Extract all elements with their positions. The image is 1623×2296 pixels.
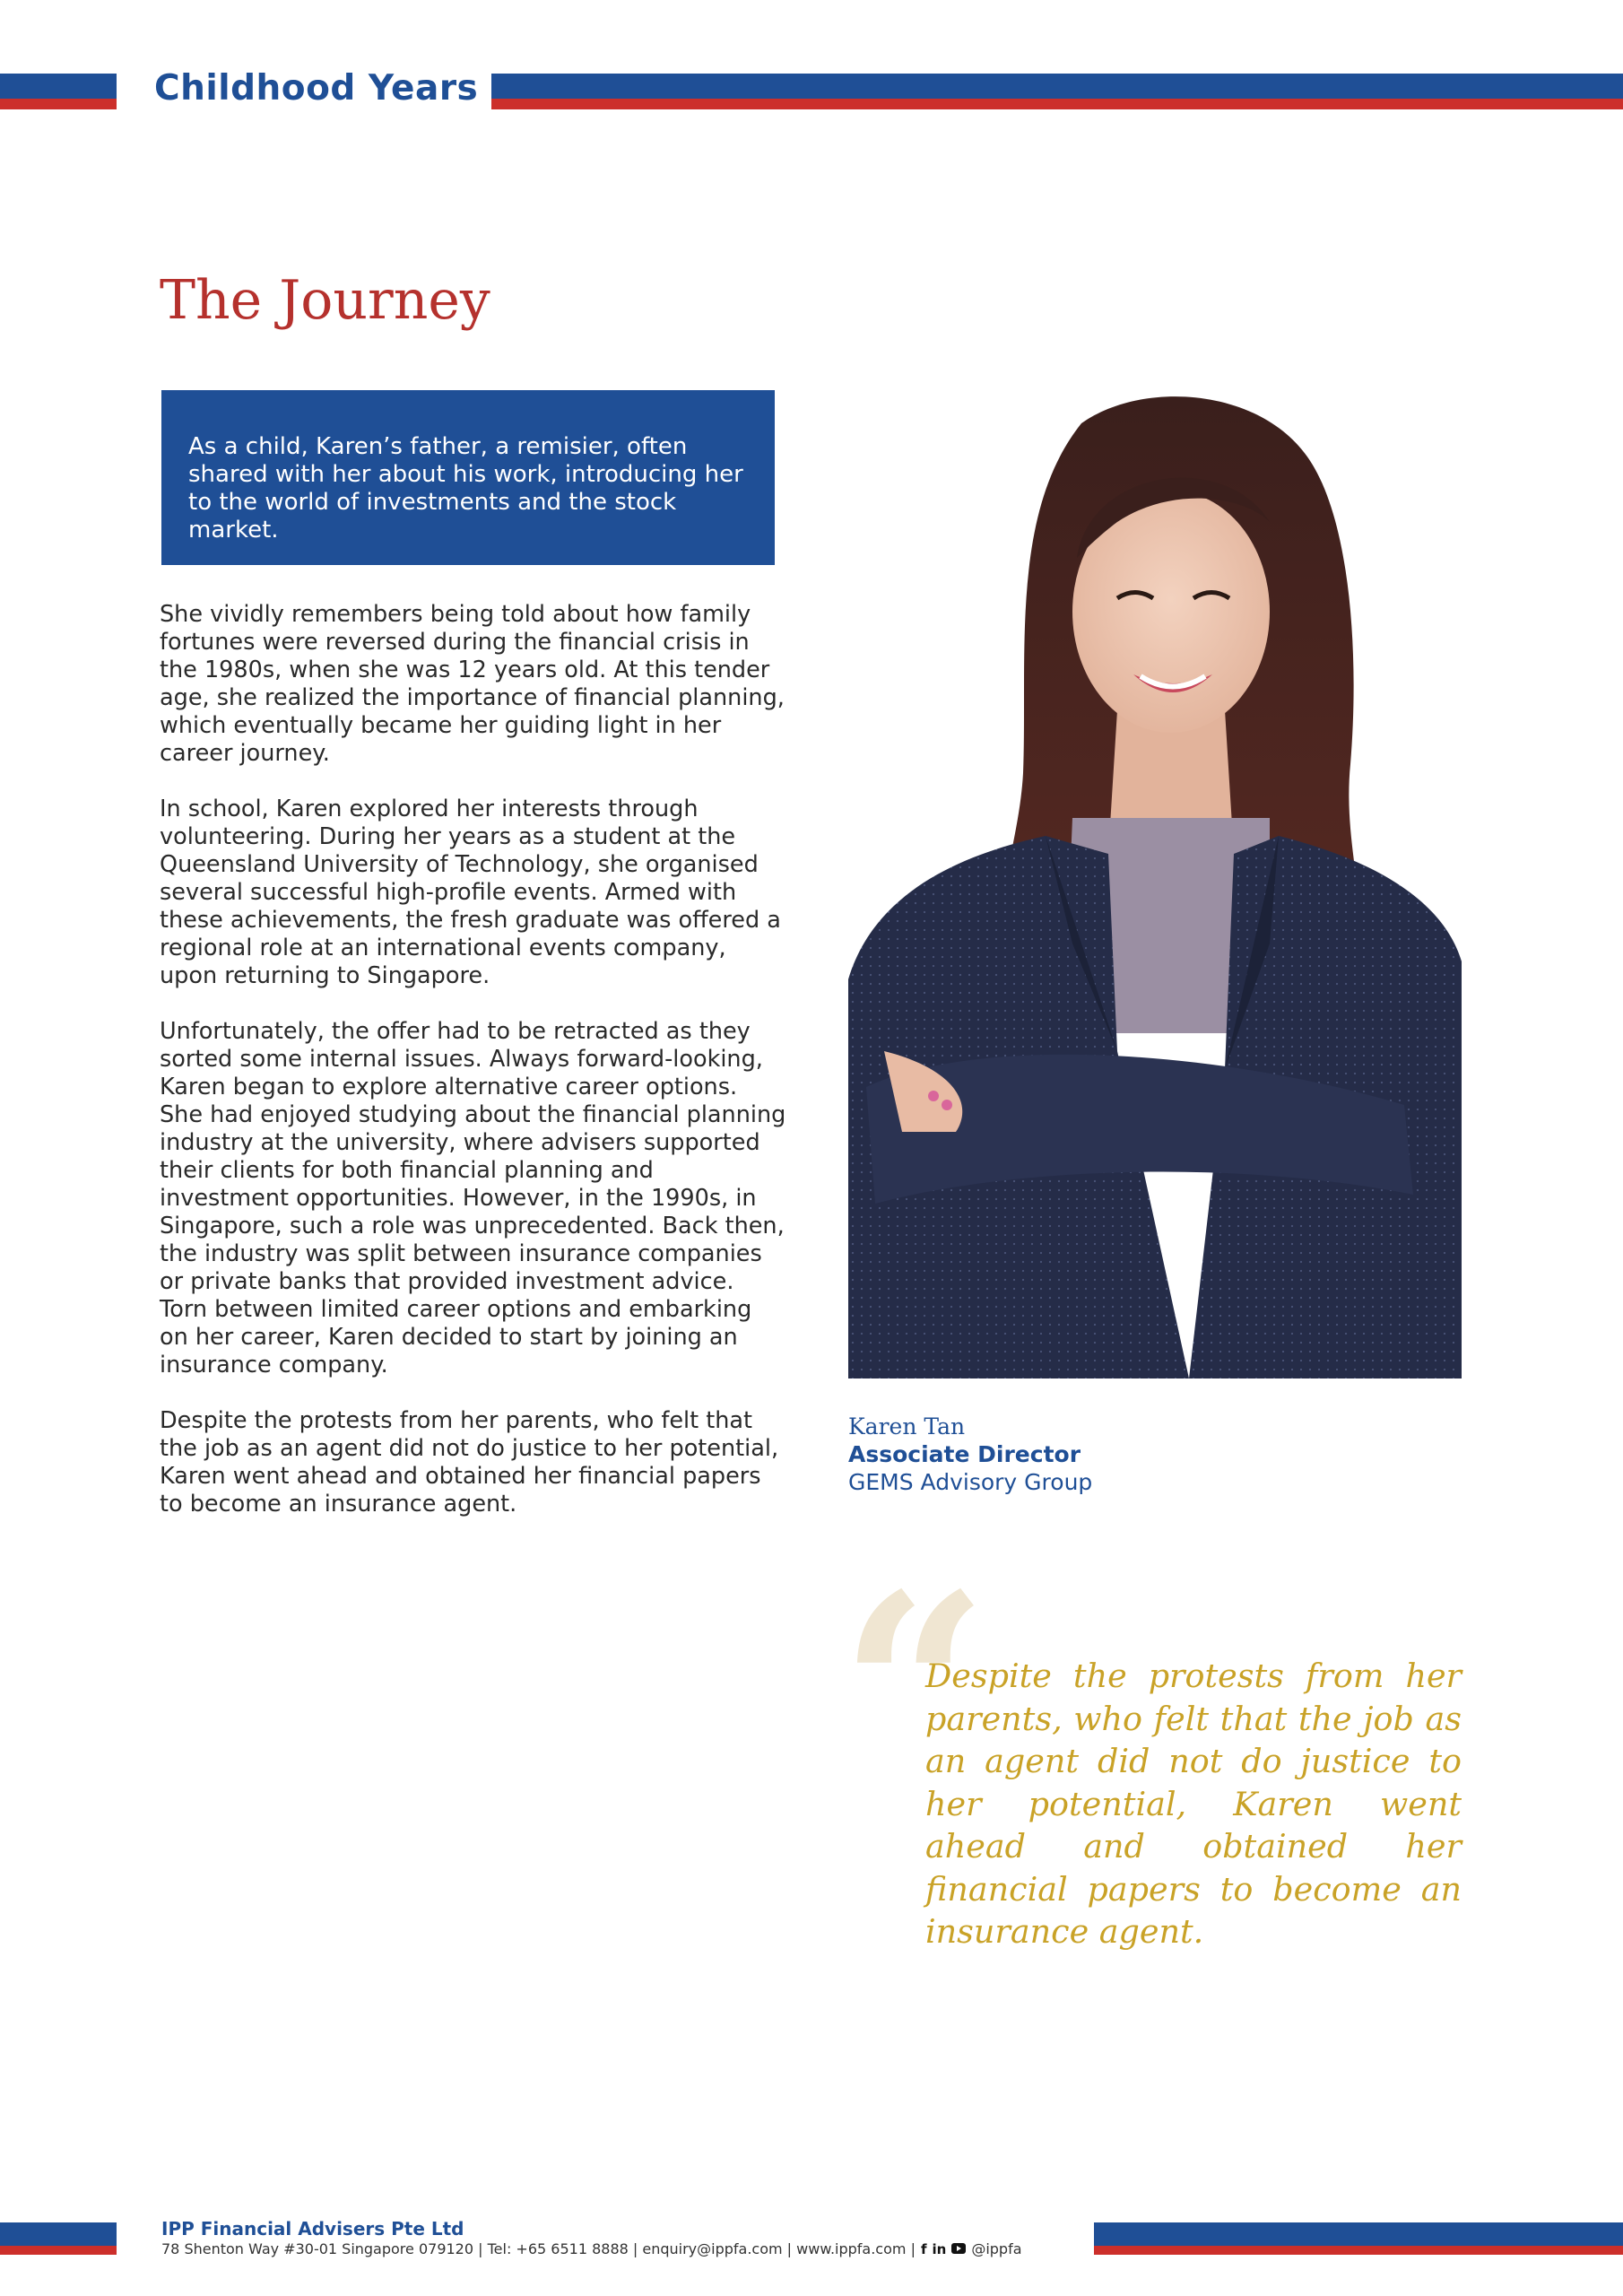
footer-band-right — [1094, 2222, 1623, 2258]
pull-quote: Despite the protests from her parents, who felt that the job as an agent did not do justice to her potential, Karen went ahead and obtained her financial papers to become an insurance agent. — [925, 1657, 1462, 1951]
body-paragraph: In school, Karen explored her interests through volunteering. During her years as a student at the Queensland University of Technology, she organised several successful high-profile events. Armed with these achievements, the fresh graduate was offered a regional role at an international events company, upon returning to Singapore. — [160, 796, 781, 989]
linkedin-icon[interactable]: in — [932, 2241, 947, 2257]
quote-mark-icon: “ — [839, 1538, 989, 1843]
section-title: Childhood Years — [154, 68, 479, 109]
person-name: Karen Tan — [848, 1413, 966, 1439]
header-band-left — [0, 74, 117, 109]
header-band-right — [491, 74, 1623, 109]
article-heading: The Journey — [160, 269, 490, 332]
social-handle[interactable]: @ippfa — [971, 2240, 1022, 2257]
portrait-photo — [848, 387, 1462, 1378]
footer-company: IPP Financial Advisers Pte Ltd — [161, 2218, 464, 2239]
facebook-icon[interactable]: f — [920, 2241, 927, 2257]
footer-address: 78 Shenton Way #30-01 Singapore 079120 | Tel: +65 6511 8888 | enquiry@ippfa.com | www.ippfa.com | — [161, 2240, 916, 2257]
article-body — [160, 601, 787, 1546]
intro-callout — [161, 390, 775, 565]
body-paragraph: Unfortunately, the offer had to be retracted as they sorted some internal issues. Always forward-looking, Karen began to explore alternative career options. She had enjoyed studying about the financial planning industry at the university, where advisers supported their clients for both financial planning and investment opportunities. However, in the 1990s, in Singapore, such a role was unprecedented. Back then, the industry was split between insurance companies or private banks that provided investment advice. Torn between limited career options and embarking on her career, Karen decided to start by joining an insurance company. — [160, 1018, 786, 1378]
body-paragraph: Despite the protests from her parents, who felt that the job as an agent did not do justice to her potential, Karen went ahead and obtained her financial papers to become an insurance agent. — [160, 1407, 779, 1518]
youtube-icon[interactable] — [951, 2239, 966, 2259]
footer — [161, 2218, 1022, 2259]
callout-text: As a child, Karen’s father, a remisier, often shared with her about his work, introducing her to the world of investments and the stock market. — [188, 433, 743, 544]
footer-band-left — [0, 2222, 117, 2258]
person-organisation: GEMS Advisory Group — [848, 1469, 1093, 1495]
footer-contact — [161, 2239, 1022, 2259]
body-paragraph: She vividly remembers being told about how family fortunes were reversed during the financial crisis in the 1980s, when she was 12 years old. At this tender age, she realized the importance of financial planning, which eventually became her guiding light in her career journey. — [160, 601, 785, 767]
portrait-caption — [848, 1413, 1092, 1496]
person-title: Associate Director — [848, 1441, 1081, 1467]
